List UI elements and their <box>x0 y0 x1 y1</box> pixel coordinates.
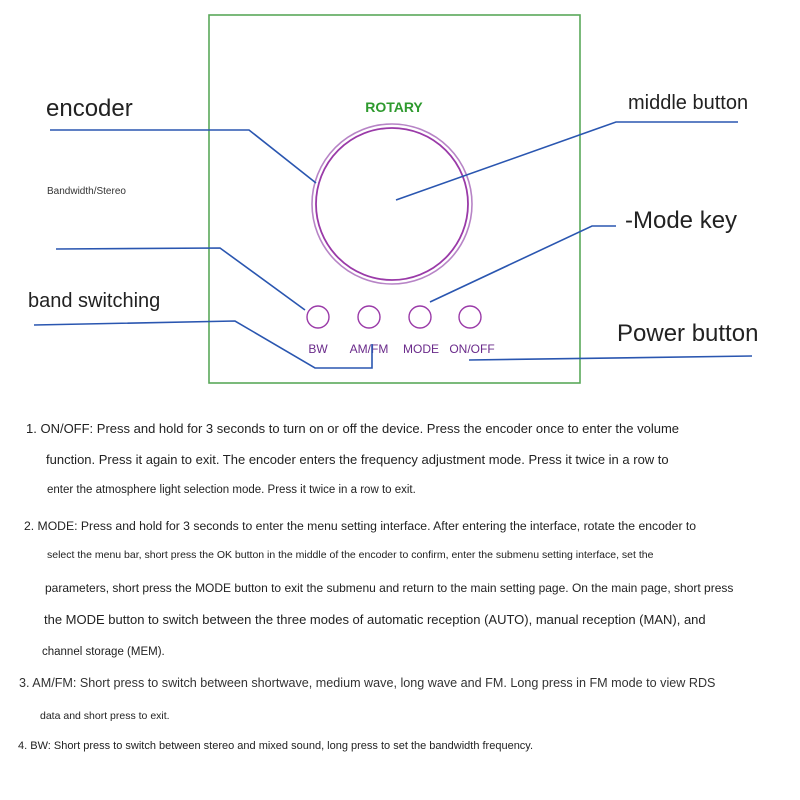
callout-bandwidth-stereo: Bandwidth/Stereo <box>47 186 126 197</box>
am-fm-button[interactable] <box>358 306 380 328</box>
rotary-encoder-outer-ring[interactable] <box>312 124 472 284</box>
mode-button-label: MODE <box>403 342 439 356</box>
am-fm-button-label: AM/FM <box>349 342 389 356</box>
leader-line-middle-button <box>396 122 738 200</box>
instruction-2-line-5: channel storage (MEM). <box>42 646 165 658</box>
leader-line-encoder <box>50 130 316 183</box>
instruction-3-line-2: data and short press to exit. <box>40 710 170 722</box>
instruction-2-line-4: the MODE button to switch between the three modes of automatic reception (AUTO), manual reception (MAN), and <box>44 612 706 627</box>
leader-line-mode-key <box>430 226 616 302</box>
device-panel <box>209 15 580 383</box>
callout-power-button: Power button <box>617 320 759 347</box>
instruction-2-line-1: 2. MODE: Press and hold for 3 seconds to enter the menu setting interface. After entering the interface, rotate the encoder to <box>24 519 697 533</box>
instruction-1-line-1: 1. ON/OFF: Press and hold for 3 seconds to turn on or off the device. Press the encoder once to enter the volume <box>26 421 680 436</box>
on-off-button-label: ON/OFF <box>449 342 495 356</box>
callout-middle-button: middle button <box>628 92 749 114</box>
on-off-button[interactable] <box>459 306 481 328</box>
instruction-3-line-1: 3. AM/FM: Short press to switch between shortwave, medium wave, long wave and FM. Long press in FM mode to view RDS <box>19 676 716 690</box>
instruction-1-line-3: enter the atmosphere light selection mode. Press it twice in a row to exit. <box>47 484 416 496</box>
mode-button[interactable] <box>409 306 431 328</box>
bw-button[interactable] <box>307 306 329 328</box>
callout-encoder: encoder <box>46 95 133 122</box>
instruction-2-line-3: parameters, short press the MODE button to exit the submenu and return to the main setting page. On the main page, short press <box>45 581 734 595</box>
leader-line-power-button <box>469 356 752 360</box>
instruction-2-line-2: select the menu bar, short press the OK button in the middle of the encoder to confirm, enter the submenu setting interface, set the <box>47 549 654 561</box>
rotary-encoder-inner-ring[interactable] <box>316 128 468 280</box>
instruction-4-line-1: 4. BW: Short press to switch between stereo and mixed sound, long press to set the bandwidth frequency. <box>18 740 534 752</box>
callout-mode-key: -Mode key <box>625 207 738 234</box>
instruction-1-line-2: function. Press it again to exit. The encoder enters the frequency adjustment mode. Press it twice in a row to <box>46 452 669 467</box>
device-title: ROTARY <box>365 99 423 115</box>
callout-band-switching: band switching <box>28 290 161 312</box>
bw-button-label: BW <box>308 342 328 356</box>
